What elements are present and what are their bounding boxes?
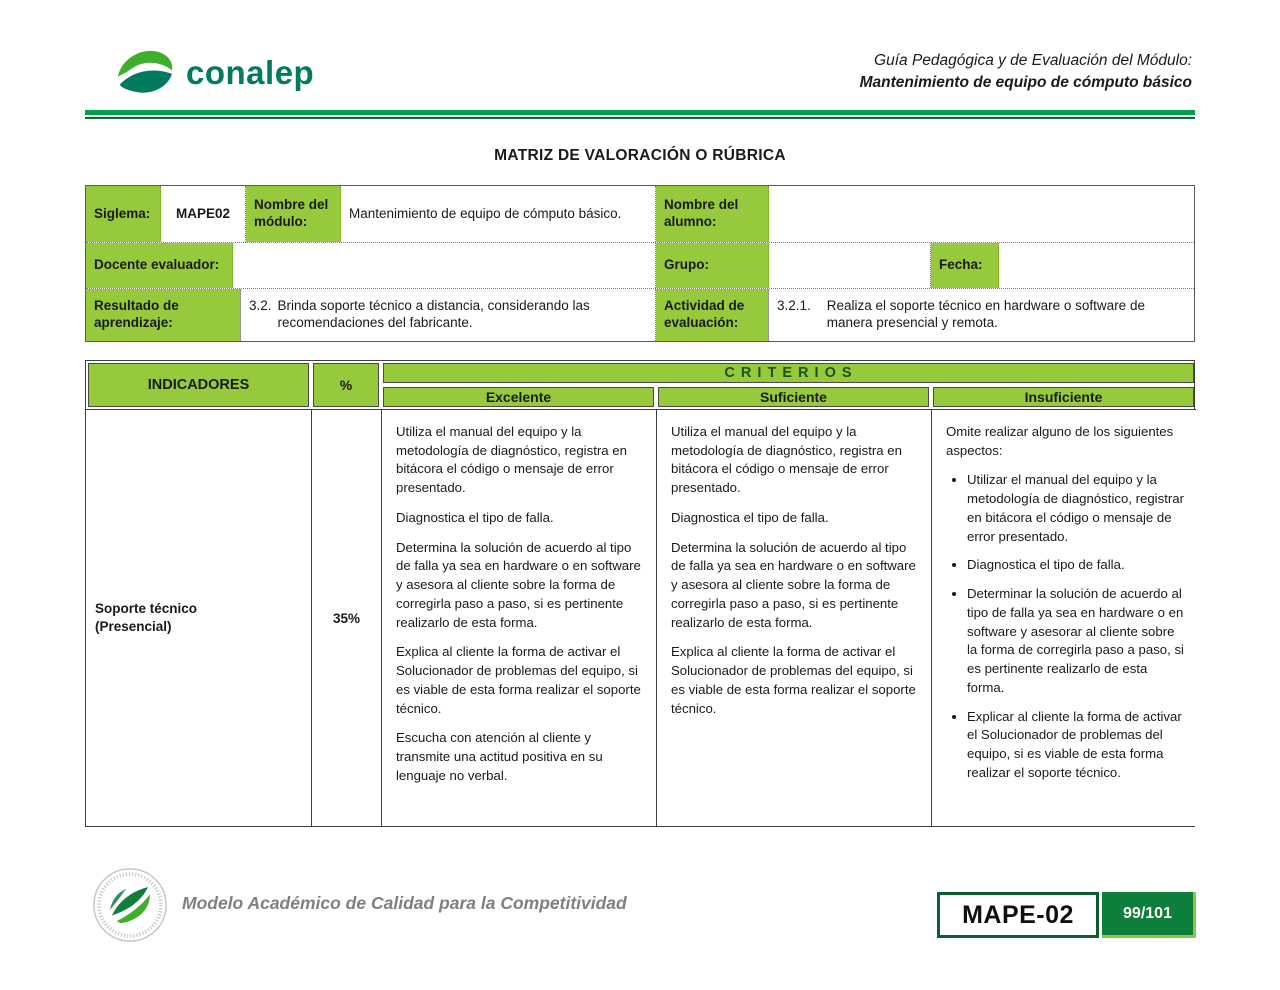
level-header-excelente: Excelente <box>383 387 654 407</box>
brand-wordmark: conalep <box>186 54 315 91</box>
actividad-text: Realiza el soporte técnico en hardware o software de manera presencial y remota. <box>826 298 1145 330</box>
modulo-label: Nombre del módulo: <box>246 186 341 242</box>
conalep-seal-icon <box>92 866 168 944</box>
modulo-value: Mantenimiento de equipo de cómputo básico. <box>341 186 656 242</box>
info-row-1 <box>86 186 1194 242</box>
percent-header: % <box>313 363 379 407</box>
indicator-name: Soporte técnico (Presencial) <box>95 601 198 634</box>
excelente-paragraph: Escucha con atención al cliente y transmite una actitud positiva en su lenguaje no verbal. <box>396 730 603 783</box>
fecha-value-field <box>999 243 1194 288</box>
insuficiente-bullet: • Diagnostica el tipo de falla. <box>967 556 1184 575</box>
conalep-swoosh-icon <box>112 46 176 100</box>
criteria-excelente-cell <box>381 409 656 826</box>
insuficiente-bullet-list <box>946 471 1184 782</box>
fecha-label: Fecha: <box>931 243 999 288</box>
level-header-suficiente: Suficiente <box>658 387 929 407</box>
info-row-2 <box>86 242 1194 288</box>
rubric-table <box>85 360 1195 827</box>
actividad-number: 3.2.1. <box>777 298 811 314</box>
level-header-insuficiente: Insuficiente <box>933 387 1194 407</box>
divider-band <box>85 110 1195 115</box>
actividad-label: Actividad de evaluación: <box>656 289 769 341</box>
actividad-value <box>769 289 1194 341</box>
page-title: MATRIZ DE VALORACIÓN O RÚBRICA <box>494 147 786 164</box>
siglema-value: MAPE02 <box>161 186 246 242</box>
header-divider <box>85 110 1195 119</box>
grupo-label: Grupo: <box>656 243 769 288</box>
divider-thin-line <box>85 117 1195 119</box>
document-header-text <box>860 50 1192 95</box>
resultado-value <box>241 289 656 341</box>
resultado-text: Brinda soporte técnico a distancia, considerando las recomendaciones del fabricante. <box>277 298 590 330</box>
alumno-value-field <box>769 186 1194 242</box>
excelente-paragraph: Explica al cliente la forma de activar el Solucionador de problemas del equipo, si es viable de esta forma realizar el soporte técnico. <box>396 644 641 716</box>
insuficiente-bullet: • Determinar la solución de acuerdo al tipo de falla ya sea en hardware o en software y asesorar al cliente sobre la forma de corregirla paso a paso, si es pertinente realizarlo de esta forma. <box>967 585 1184 697</box>
footer-motto: Modelo Académico de Calidad para la Competitividad <box>182 893 627 913</box>
excelente-paragraph: Determina la solución de acuerdo al tipo de falla ya sea en hardware o en software y asesora al cliente sobre la forma de corregirla paso a paso, si es pertinente realizarlo de esta forma. <box>396 539 641 630</box>
criteria-suficiente-cell <box>656 409 931 826</box>
resultado-label: Resultado de aprendizaje: <box>86 289 241 341</box>
insuficiente-bullet: • Utilizar el manual del equipo y la metodología de diagnóstico, registrar en bitácora el código o mensaje de error presentado. <box>967 471 1184 546</box>
guide-title-line2: Mantenimiento de equipo de cómputo básico <box>859 74 1192 92</box>
criteria-insuficiente-cell <box>931 409 1196 826</box>
conalep-logo <box>112 46 314 100</box>
info-row-3 <box>86 288 1194 341</box>
suficiente-paragraph: Utiliza el manual del equipo y la metodología de diagnóstico, registra en bitácora el código o mensaje de error presentado. <box>671 424 902 496</box>
excelente-paragraph: Utiliza el manual del equipo y la metodología de diagnóstico, registra en bitácora el código o mensaje de error presentado. <box>396 424 627 496</box>
insuficiente-bullet: • Explicar al cliente la forma de activar el Solucionador de problemas del equipo, si es viable de esta forma realizar el soporte técnico. <box>967 708 1184 783</box>
percent-cell: 35% <box>311 409 381 826</box>
suficiente-paragraph: Diagnostica el tipo de falla. <box>671 509 829 525</box>
alumno-label: Nombre del alumno: <box>656 186 769 242</box>
page-number-badge: 99/101 <box>1102 892 1196 938</box>
resultado-number: 3.2. <box>249 298 272 314</box>
module-info-table <box>85 185 1195 342</box>
docente-value-field <box>233 243 656 288</box>
guide-title-line1: Guía Pedagógica y de Evaluación del Módulo: <box>874 52 1192 69</box>
suficiente-paragraph: Determina la solución de acuerdo al tipo de falla ya sea en hardware o en software y asesora al cliente sobre la forma de corregirla paso a paso, si es pertinente realizarlo de esta forma. <box>671 539 916 630</box>
insuficiente-intro: Omite realizar alguno de los siguientes aspectos: <box>946 424 1174 458</box>
indicator-cell <box>86 409 311 826</box>
excelente-paragraph: Diagnostica el tipo de falla. <box>396 509 554 525</box>
docente-label: Docente evaluador: <box>86 243 233 288</box>
grupo-value-field <box>769 243 931 288</box>
siglema-label: Siglema: <box>86 186 161 242</box>
criterios-header: C R I T E R I O S <box>383 363 1194 383</box>
indicadores-header: INDICADORES <box>88 363 309 407</box>
module-code-box: MAPE-02 <box>937 892 1099 938</box>
suficiente-paragraph: Explica al cliente la forma de activar el Solucionador de problemas del equipo, si es viable de esta forma realizar el soporte técnico. <box>671 644 916 716</box>
